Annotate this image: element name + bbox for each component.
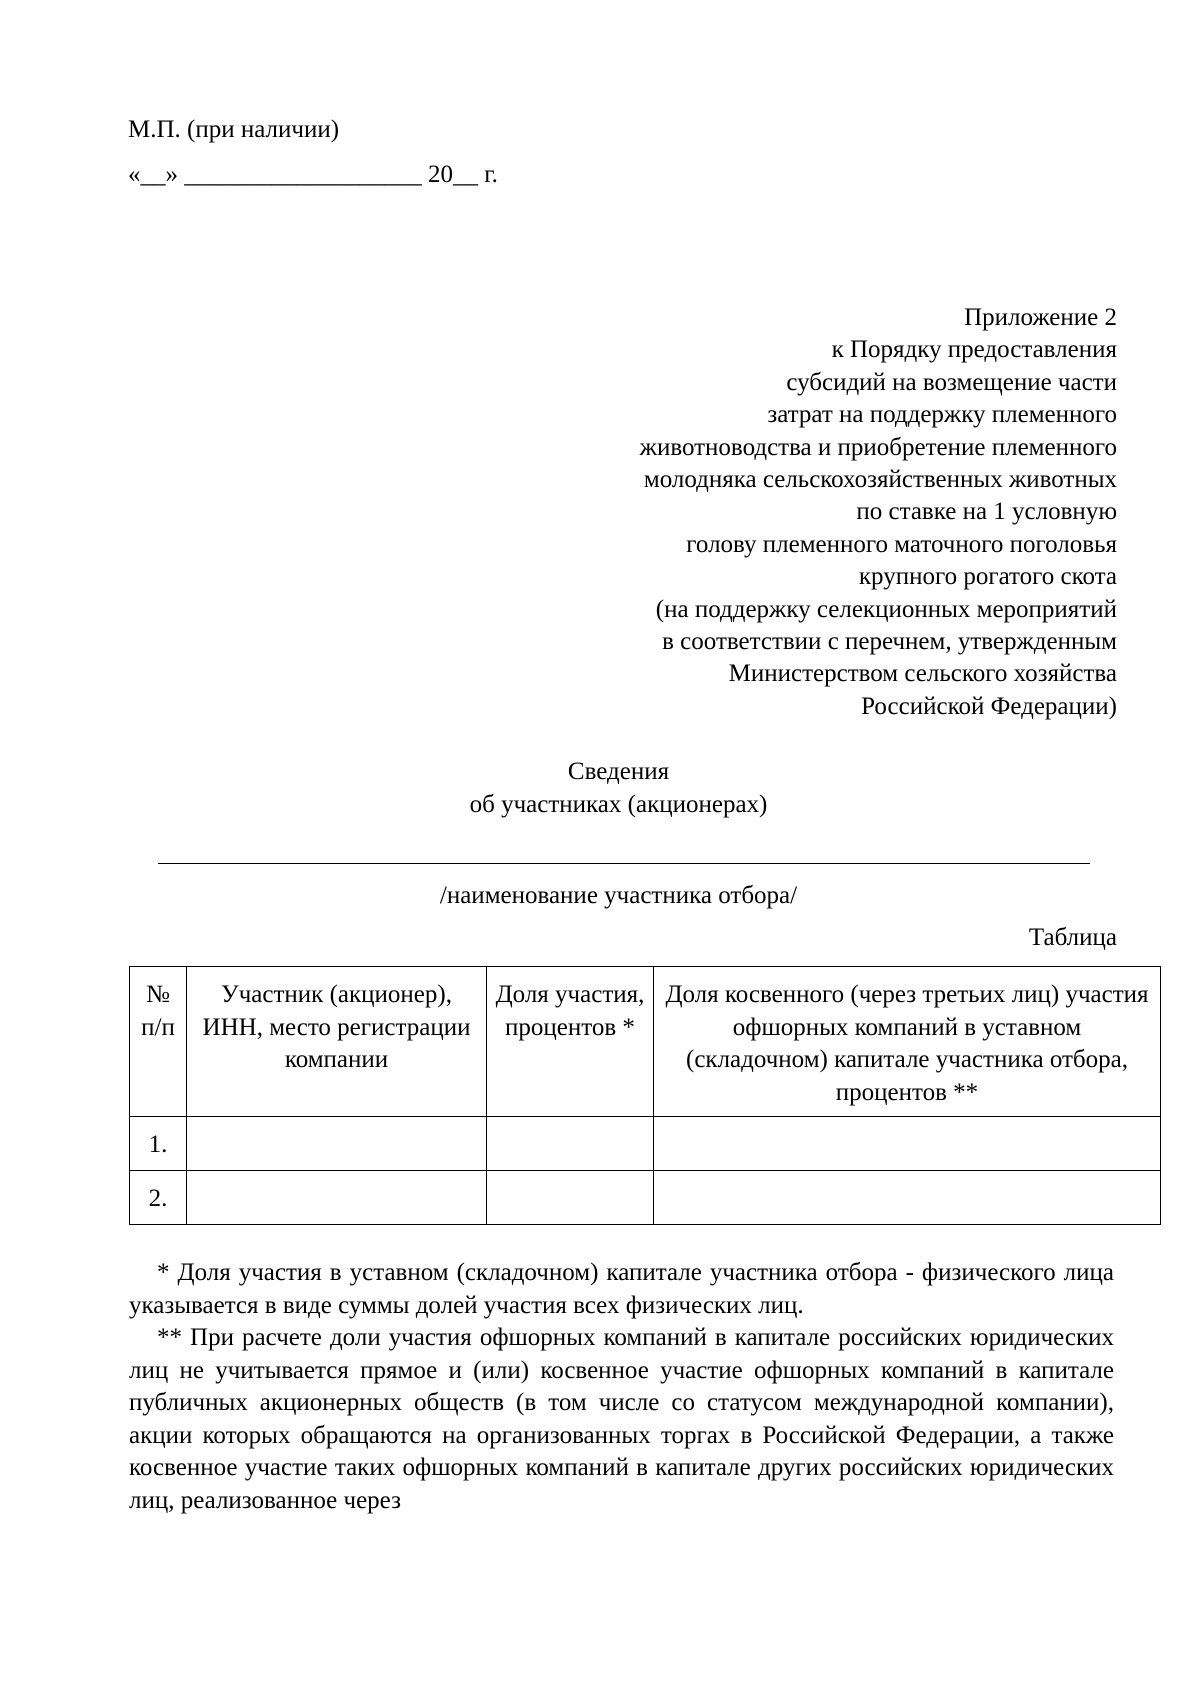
appendix-line: молодняка сельскохозяйственных животных <box>643 466 1117 494</box>
table-header-row <box>130 967 1161 1117</box>
footnotes <box>129 1257 1114 1517</box>
appendix-line: в соответствии с перечнем, утвержденным <box>662 628 1117 656</box>
appendix-line: Приложение 2 <box>964 304 1117 331</box>
stamp-label: М.П. (при наличии) <box>128 116 340 143</box>
appendix-line: затрат на поддержку племенного <box>767 401 1117 429</box>
appendix-line: (на поддержку селекционных мероприятий <box>655 595 1117 623</box>
document-title <box>0 756 1200 821</box>
table-row <box>130 1171 1161 1225</box>
table-row <box>130 1117 1161 1171</box>
cell-share <box>487 1171 654 1225</box>
header-number: № п/п <box>130 967 187 1117</box>
appendix-line: к Порядку предоставления <box>831 336 1117 364</box>
participants-table <box>129 966 1161 1225</box>
footnote-1: * Доля участия в уставном (складочном) капитале участника отбора - физического лица указывается в виде суммы долей участия всех физических лиц. <box>129 1259 1114 1319</box>
participant-name-caption: /наименование участника отбора/ <box>439 882 798 909</box>
cell-participant <box>187 1117 487 1171</box>
appendix-line: животноводства и приобретение племенного <box>639 433 1117 461</box>
title-line-1: Сведения <box>567 758 670 785</box>
appendix-line: голову племенного маточного поголовья <box>686 530 1117 558</box>
appendix-line: по ставке на 1 условную <box>856 498 1117 526</box>
cell-number: 1. <box>130 1117 187 1171</box>
header-offshore-share: Доля косвенного (через третьих лиц) участия офшорных компаний в уставном (складочном) капитале участника отбора, процентов ** <box>654 967 1161 1117</box>
cell-offshore-share <box>654 1117 1161 1171</box>
appendix-line: субсидий на возмещение части <box>786 368 1117 396</box>
header-share: Доля участия, процентов * <box>487 967 654 1117</box>
cell-offshore-share <box>654 1171 1161 1225</box>
appendix-line: Министерством сельского хозяйства <box>728 660 1117 688</box>
cell-number: 2. <box>130 1171 187 1225</box>
cell-share <box>487 1117 654 1171</box>
cell-participant <box>187 1171 487 1225</box>
date-line: «__» ___________________ 20__ г. <box>128 161 498 188</box>
appendix-line: крупного рогатого скота <box>858 563 1117 591</box>
footnote-2: ** При расчете доли участия офшорных компаний в капитале российских юридических лиц не учитывается прямое и (или) косвенное участие офшорных компаний в капитале публичных акционерных обществ (в том числе со статусом международной компании), акции которых обращаются на организованных торгах в Российской Федерации, а также косвенное участие таких офшорных компаний в капитале других российских юридических лиц, реализованное через <box>129 1324 1114 1514</box>
table-caption: Таблица <box>1028 924 1117 951</box>
title-line-2: об участниках (акционерах) <box>469 790 768 818</box>
appendix-header <box>640 302 1117 723</box>
participant-name-rule <box>158 863 1090 864</box>
header-participant: Участник (акционер), ИНН, место регистрации компании <box>187 967 487 1117</box>
appendix-line: Российской Федерации) <box>861 692 1117 720</box>
